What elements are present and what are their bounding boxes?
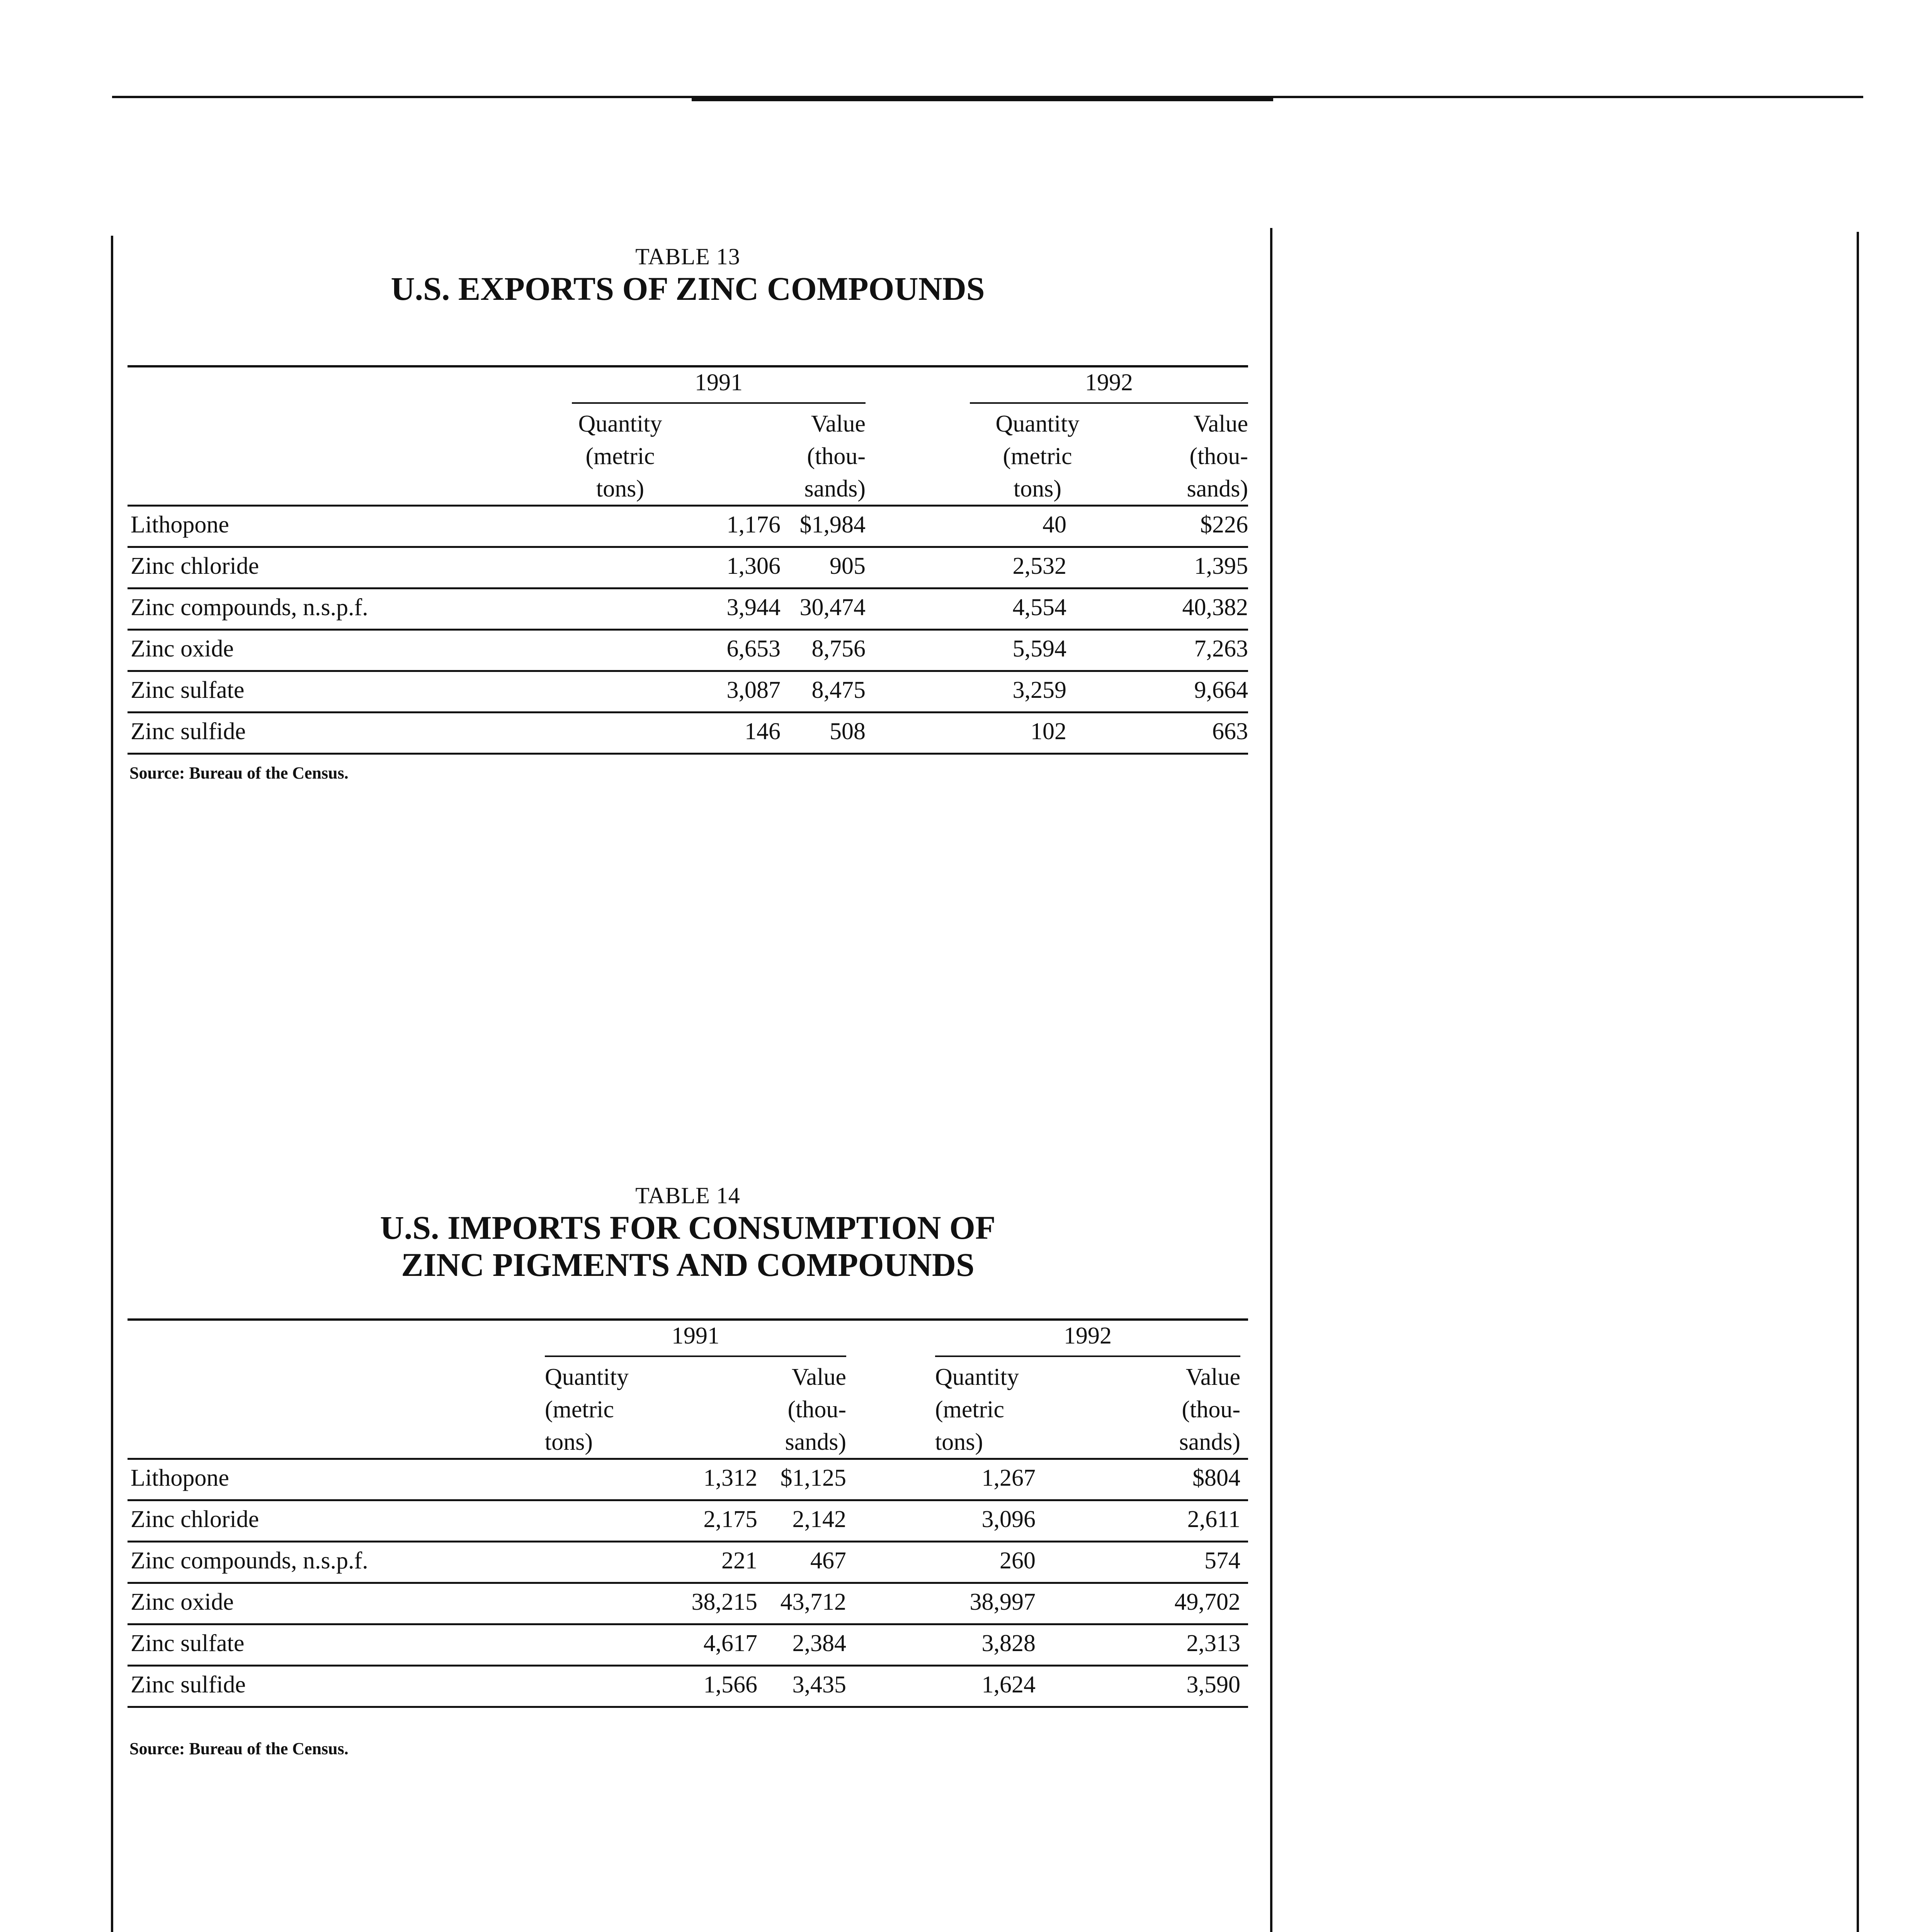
- table-13-title-line: U.S. EXPORTS OF ZINC COMPOUNDS: [391, 270, 985, 307]
- table-row: [128, 548, 1248, 589]
- value-header-1992: Value (thou- sands): [1179, 1364, 1240, 1455]
- cell-value-1992: 663: [1212, 718, 1248, 745]
- cell-quantity-1992: 3,096: [981, 1506, 1036, 1532]
- cell-quantity-1992: 102: [1031, 718, 1066, 745]
- cell-value-1992: $226: [1200, 512, 1248, 538]
- table-14-header: [128, 1318, 1248, 1460]
- year-1992-rule: [970, 402, 1248, 404]
- year-1991-header: 1991: [695, 369, 743, 396]
- table-13-header: [128, 365, 1248, 507]
- table-13-source: Source: Bureau of the Census.: [129, 764, 349, 782]
- table-14-title-line: U.S. IMPORTS FOR CONSUMPTION OF: [380, 1209, 996, 1246]
- cell-quantity-1991: 2,175: [703, 1506, 757, 1532]
- cell-quantity-1992: 3,828: [981, 1630, 1036, 1656]
- table-13-body: [128, 507, 1248, 755]
- cell-value-1992: 2,611: [1187, 1506, 1240, 1532]
- row-label: Zinc chloride: [131, 553, 259, 580]
- value-header-1991: Value (thou- sands): [804, 411, 866, 502]
- table-14-body: [128, 1460, 1248, 1708]
- cell-value-1992: $804: [1192, 1464, 1240, 1491]
- cell-quantity-1991: 146: [745, 718, 781, 745]
- cell-quantity-1991: 1,312: [703, 1464, 757, 1491]
- cell-value-1992: 49,702: [1174, 1588, 1240, 1615]
- table-14-source: Source: Bureau of the Census.: [129, 1739, 349, 1758]
- cell-value-1992: 2,313: [1186, 1630, 1240, 1656]
- cell-quantity-1992: 40: [1043, 512, 1066, 538]
- year-1991-header: 1991: [672, 1322, 719, 1349]
- cell-quantity-1991: 1,176: [726, 512, 781, 538]
- cell-value-1991: 2,384: [792, 1630, 846, 1656]
- cell-value-1991: 508: [830, 718, 866, 745]
- row-label: Zinc sulfate: [131, 677, 245, 704]
- table-row: [128, 631, 1248, 672]
- cell-value-1991: 467: [810, 1547, 846, 1574]
- year-1992-header: 1992: [1085, 369, 1133, 396]
- cell-quantity-1992: 4,554: [1012, 594, 1066, 621]
- row-label: Zinc chloride: [131, 1506, 259, 1532]
- table-13-title: [128, 270, 1248, 307]
- cell-value-1992: 7,263: [1194, 636, 1248, 662]
- cell-value-1991: 30,474: [799, 594, 866, 621]
- cell-value-1991: 905: [830, 553, 866, 580]
- cell-quantity-1992: 5,594: [1012, 636, 1066, 662]
- row-label: Zinc sulfide: [131, 1671, 246, 1698]
- cell-quantity-1992: 3,259: [1012, 677, 1066, 704]
- table-14-title: [128, 1209, 1248, 1284]
- cell-quantity-1992: 260: [1000, 1547, 1036, 1574]
- table-14: [128, 1182, 1248, 1708]
- cell-value-1992: 40,382: [1182, 594, 1248, 621]
- cell-quantity-1991: 38,215: [691, 1588, 757, 1615]
- row-label: Zinc oxide: [131, 636, 234, 662]
- cell-quantity-1991: 1,566: [703, 1671, 757, 1698]
- quantity-header-1992: Quantity (metric tons): [935, 1364, 1019, 1455]
- table-14-number: TABLE 14: [635, 1183, 740, 1208]
- table-row: [128, 1501, 1248, 1543]
- cell-value-1991: 3,435: [792, 1671, 846, 1698]
- cell-quantity-1991: 3,087: [726, 677, 781, 704]
- quantity-header-1991: Quantity (metric tons): [578, 411, 662, 502]
- cell-value-1991: 43,712: [780, 1588, 846, 1615]
- cell-quantity-1992: 2,532: [1012, 553, 1066, 580]
- table-row: [128, 1460, 1248, 1501]
- table-row: [128, 1543, 1248, 1584]
- cell-value-1992: 574: [1204, 1547, 1240, 1574]
- cell-quantity-1992: 38,997: [969, 1588, 1036, 1615]
- table-13: [128, 243, 1248, 755]
- value-header-1992: Value (thou- sands): [1187, 411, 1248, 502]
- table-13-number: TABLE 13: [635, 244, 740, 269]
- table-row: [128, 1667, 1248, 1708]
- row-label: Zinc oxide: [131, 1588, 234, 1615]
- cell-value-1992: 9,664: [1194, 677, 1248, 704]
- cell-quantity-1992: 1,624: [981, 1671, 1036, 1698]
- quantity-header-1992: Quantity (metric tons): [995, 411, 1080, 502]
- cell-quantity-1991: 3,944: [726, 594, 781, 621]
- cell-value-1992: 1,395: [1194, 553, 1248, 580]
- row-label: Zinc sulfide: [131, 718, 246, 745]
- table-14-title-line: ZINC PIGMENTS AND COMPOUNDS: [401, 1246, 975, 1284]
- column-rule-left: [111, 236, 113, 1932]
- row-label: Zinc compounds, n.s.p.f.: [131, 594, 368, 621]
- table-row: [128, 1584, 1248, 1625]
- quantity-header-1991: Quantity (metric tons): [545, 1364, 629, 1455]
- row-label: Zinc sulfate: [131, 1630, 245, 1656]
- row-label: Lithopone: [131, 1464, 229, 1491]
- year-1991-rule: [545, 1355, 846, 1357]
- cell-value-1991: 2,142: [792, 1506, 846, 1532]
- cell-value-1991: 8,756: [811, 636, 866, 662]
- column-rule-middle: [1270, 228, 1272, 1932]
- row-label: Lithopone: [131, 512, 229, 538]
- table-row: [128, 1625, 1248, 1667]
- value-header-1991: Value (thou- sands): [785, 1364, 846, 1455]
- year-1991-rule: [572, 402, 866, 404]
- row-label: Zinc compounds, n.s.p.f.: [131, 1547, 368, 1574]
- table-row: [128, 589, 1248, 631]
- cell-quantity-1991: 221: [721, 1547, 757, 1574]
- column-rule-right: [1857, 232, 1859, 1932]
- year-1992-rule: [935, 1355, 1240, 1357]
- page-top-rule-thick: [692, 96, 1273, 101]
- table-row: [128, 507, 1248, 548]
- table-row: [128, 672, 1248, 713]
- year-1992-header: 1992: [1064, 1322, 1112, 1349]
- cell-quantity-1992: 1,267: [981, 1464, 1036, 1491]
- cell-value-1992: 3,590: [1186, 1671, 1240, 1698]
- cell-value-1991: 8,475: [811, 677, 866, 704]
- table-row: [128, 713, 1248, 755]
- cell-quantity-1991: 6,653: [726, 636, 781, 662]
- cell-quantity-1991: 4,617: [703, 1630, 757, 1656]
- cell-value-1991: $1,125: [780, 1464, 846, 1491]
- cell-quantity-1991: 1,306: [726, 553, 781, 580]
- cell-value-1991: $1,984: [799, 512, 866, 538]
